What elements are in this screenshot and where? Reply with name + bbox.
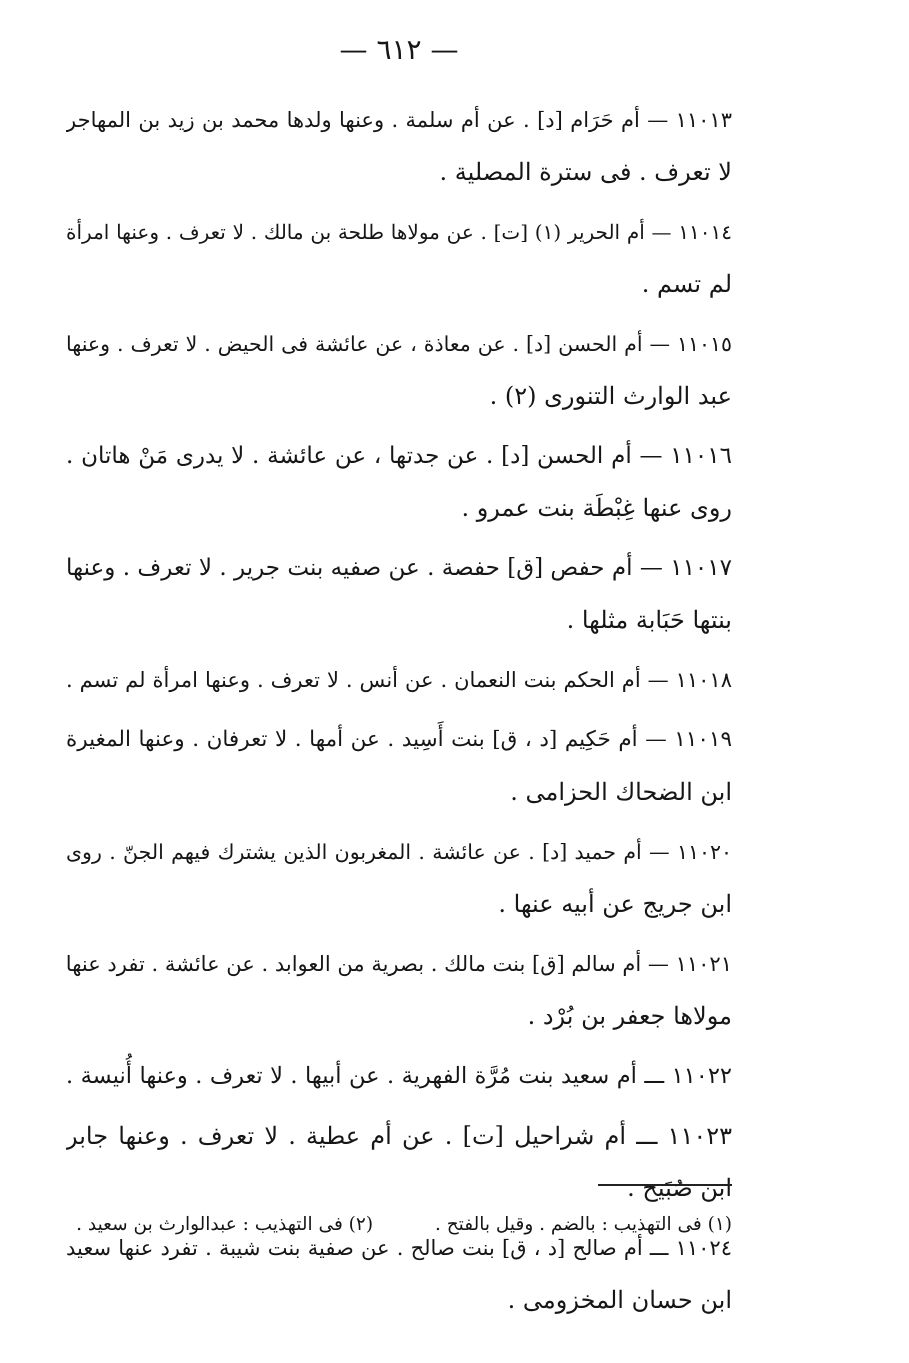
entry-line: بنتها حَبَابة مثلها . — [566, 606, 732, 634]
entry-11017 — [66, 542, 732, 646]
entry-line: لا تعرف . فى سترة المصلية . — [439, 158, 732, 186]
entry-line: ١١٠١٨ — أم الحكم بنت النعمان . عن أنس . لا تعرف . وعنها امرأة لم تسم . — [66, 668, 732, 692]
entry-line: ١١٠٢٢ ـــ أم سعيد بنت مُرَّة الفهرية . عن أبيها . لا تعرف . وعنها أُنيسة . — [66, 1063, 732, 1089]
entry-line: ابن جريج عن أبيه عنها . — [498, 890, 732, 918]
footnote-1: (١) فى التهذيب : بالضم . وقيل بالفتح . — [434, 1214, 732, 1235]
book-page — [66, 28, 732, 1328]
entry-line: ١١٠٢٤ ـــ أم صالح [د ، ق] بنت صالح . عن صفية بنت شيبة . تفرد عنها سعيد — [66, 1236, 732, 1260]
entry-line: ابن صُبَيح . — [627, 1174, 732, 1202]
entry-line: ١١٠١٣ — أم حَرَام [د] . عن أم سلمة . وعنها ولدها محمد بن زيد بن المهاجر — [66, 108, 732, 132]
entry-line: ابن الضحاك الحزامى . — [510, 778, 732, 806]
entry-11019 — [66, 714, 732, 818]
entry-11021 — [66, 938, 732, 1042]
entry-11022 — [66, 1050, 732, 1102]
entry-11013 — [66, 94, 732, 198]
entries-list — [66, 94, 732, 1326]
entry-11016 — [66, 430, 732, 534]
entry-11018 — [66, 654, 732, 706]
entry-line: ١١٠٢٣ ـــ أم شراحيل [ت] . عن أم عطية . لا تعرف . وعنها جابر — [66, 1122, 732, 1150]
entry-11015 — [66, 318, 732, 422]
entry-line: ١١٠٢٠ — أم حميد [د] . عن عائشة . المغربون الذين يشترك فيهم الجنّ . روى — [66, 840, 732, 864]
entry-line: ١١٠١٩ — أم حَكِيم [د ، ق] بنت أَسِيد . عن أمها . لا تعرفان . وعنها المغيرة — [66, 727, 732, 752]
entry-line: لم تسم . — [641, 270, 732, 298]
footnote-2: (٢) فى التهذيب : عبدالوارث بن سعيد . — [76, 1214, 374, 1235]
entry-line: ابن حسان المخزومى . — [507, 1286, 732, 1314]
entry-11014 — [66, 206, 732, 310]
entry-line: روى عنها غِبْطَة بنت عمرو . — [461, 494, 732, 522]
footnote-divider — [598, 1184, 732, 1186]
entry-line: عبد الوارث التنورى (٢) . — [489, 382, 732, 410]
footnotes — [66, 1208, 732, 1242]
entry-line: ١١٠١٧ — أم حفص [ق] حفصة . عن صفيه بنت جرير . لا تعرف . وعنها — [66, 555, 732, 581]
entry-line: ١١٠٢١ — أم سالم [ق] بنت مالك . بصرية من العوابد . عن عائشة . تفرد عنها — [66, 952, 732, 976]
entry-line: ١١٠١٥ — أم الحسن [د] . عن معاذة ، عن عائشة فى الحيض . لا تعرف . وعنها — [66, 332, 732, 356]
entry-line: ١١٠١٦ — أم الحسن [د] . عن جدتها ، عن عائشة . لا يدرى مَنْ هاتان . — [66, 443, 732, 469]
entry-11020 — [66, 826, 732, 930]
page-number: — ٦١٢ — — [339, 33, 459, 66]
entry-line: ١١٠١٤ — أم الحرير (١) [ت] . عن مولاها طلحة بن مالك . لا تعرف . وعنها امرأة — [66, 220, 732, 244]
entry-line: مولاها جعفر بن بُرْد . — [527, 1002, 732, 1030]
entry-11023 — [66, 1110, 732, 1214]
